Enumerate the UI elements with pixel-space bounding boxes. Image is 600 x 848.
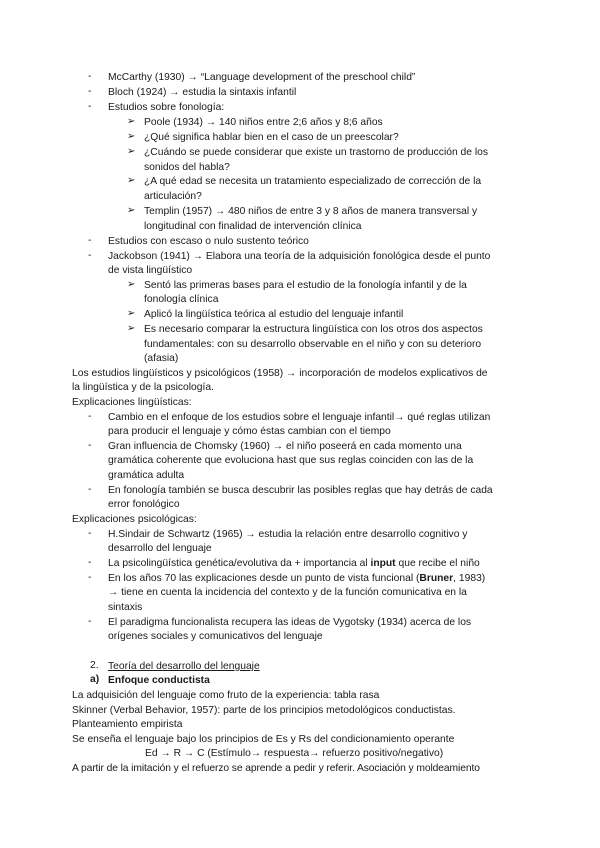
bold-term-bruner: Bruner	[419, 573, 454, 584]
bullet-dash: -	[88, 250, 92, 261]
bullet-dash: -	[88, 557, 92, 568]
bullet-dash: -	[88, 616, 92, 627]
text-run: La psicolingüística genética/evolutiva da + importancia al	[108, 558, 371, 569]
list-item-jackobson-cont: de vista lingüístico	[108, 265, 193, 276]
arrow-bullet-icon: ➢	[127, 175, 136, 186]
paragraph-line: La adquisición del lenguaje como fruto de la experiencia: tabla rasa	[72, 690, 380, 701]
list-item-anos-70	[108, 572, 485, 586]
bullet-dash: -	[88, 572, 92, 583]
list-item-vygotsky-cont: orígenes sociales y comunicativos del lenguaje	[108, 631, 323, 642]
paragraph-line: Se enseña el lenguaje bajo los principios de Es y Rs del condicionamiento operante	[72, 734, 455, 745]
paragraph-estudios-1958-cont: la lingüística y de la psicología.	[72, 382, 214, 393]
subsection-title: Enfoque conductista	[108, 675, 210, 686]
paragraph-line: A partir de la imitación y el refuerzo se aprende a pedir y referir. Asociación y moldeamiento	[72, 763, 480, 774]
heading-explicaciones-linguisticas: Explicaciones lingüísticas:	[72, 397, 192, 408]
arrow-bullet-icon: ➢	[127, 131, 136, 142]
subitem-edad: ¿A qué edad se necesita un tratamiento especializado de corrección de la	[144, 176, 482, 187]
subitem-comparar-cont2: (afasia)	[144, 353, 179, 364]
list-item-anos-70-cont: → tiene en cuenta la incidencia del contexto y de la función comunicativa en la	[108, 587, 467, 598]
subitem-aplico: Aplicó la lingüística teórica al estudio del lenguaje infantil	[144, 309, 404, 320]
text-run: , 1983)	[453, 573, 486, 584]
list-item-bloch: Bloch (1924) → estudia la sintaxis infantil	[108, 87, 297, 98]
bullet-dash: -	[88, 411, 92, 422]
subitem-comparar: Es necesario comparar la estructura lingüística con los otros dos aspectos	[144, 324, 483, 335]
list-item-fonologia-reglas-cont: error fonológico	[108, 499, 180, 510]
bullet-dash: -	[88, 71, 92, 82]
arrow-bullet-icon: ➢	[127, 308, 136, 319]
heading-explicaciones-psicologicas: Explicaciones psicológicas:	[72, 514, 197, 525]
bullet-dash: -	[88, 86, 92, 97]
subitem-poole: Poole (1934) → 140 niños entre 2;6 años y 8;6 años	[144, 117, 383, 128]
subitem-bases-cont: fonología clínica	[144, 294, 219, 305]
bullet-dash: -	[88, 440, 92, 451]
list-item-fonologia-reglas: En fonología también se busca descubrir las posibles reglas que hay detrás de cada	[108, 485, 493, 496]
subitem-trastorno-cont: sonidos del habla?	[144, 162, 230, 173]
list-item-anos-70-cont2: sintaxis	[108, 602, 143, 613]
arrow-bullet-icon: ➢	[127, 205, 136, 216]
bullet-dash: -	[88, 235, 92, 246]
list-item-chomsky-cont: gramática coherente que evoluciona hast que sus reglas coinciden con las de la	[108, 455, 474, 466]
section-title: Teoría del desarrollo del lenguaje	[108, 661, 260, 672]
paragraph-line: Skinner (Verbal Behavior, 1957): parte de los principios metodológicos conductistas.	[72, 705, 456, 716]
section-number: 2.	[90, 660, 99, 671]
formula-line: Ed → R → C (Estímulo→ respuesta→ refuerzo positivo/negativo)	[145, 748, 444, 759]
list-item-sindair: H.Sindair de Schwartz (1965) → estudia la relación entre desarrollo cognitivo y	[108, 529, 468, 540]
bullet-dash: -	[88, 101, 92, 112]
list-item-cambio-enfoque-cont: para producir el lenguaje y cómo éstas cambian con el tiempo	[108, 426, 391, 437]
list-item-mccarthy: McCarthy (1930) → “Language development of the preschool child”	[108, 72, 416, 83]
arrow-bullet-icon: ➢	[127, 146, 136, 157]
subitem-edad-cont: articulación?	[144, 191, 202, 202]
list-item-vygotsky: El paradigma funcionalista recupera las ideas de Vygotsky (1934) acerca de los	[108, 617, 472, 628]
list-item-chomsky-cont2: gramática adulta	[108, 470, 185, 481]
subitem-templin: Templin (1957) → 480 niños de entre 3 y 8 años de manera transversal y	[144, 206, 478, 217]
subitem-bases: Sentó las primeras bases para el estudio de la fonología infantil y de la	[144, 280, 467, 291]
text-run: que recibe el niño	[395, 558, 480, 569]
arrow-bullet-icon: ➢	[127, 323, 136, 334]
text-run: En los años 70 las explicaciones desde un punto de vista funcional (	[108, 573, 420, 584]
subitem-comparar-cont: fundamentales: con su desarrollo observable en el niño y con su deterioro	[144, 339, 482, 350]
bold-term-input: input	[370, 558, 396, 569]
list-item-chomsky: Gran influencia de Chomsky (1960) → el niño poseerá en cada momento una	[108, 441, 462, 452]
list-item-fonologia: Estudios sobre fonología:	[108, 102, 225, 113]
bullet-dash: -	[88, 528, 92, 539]
arrow-bullet-icon: ➢	[127, 279, 136, 290]
list-item-escaso: Estudios con escaso o nulo sustento teórico	[108, 236, 309, 247]
list-item-psicolinguistica	[108, 557, 480, 571]
subitem-trastorno: ¿Cuándo se puede considerar que existe un trastorno de producción de los	[144, 147, 489, 158]
subitem-templin-cont: longitudinal con finalidad de intervención clínica	[144, 221, 362, 232]
list-item-sindair-cont: desarrollo del lenguaje	[108, 543, 212, 554]
paragraph-line: Planteamiento empirista	[72, 719, 183, 730]
paragraph-estudios-1958: Los estudios lingüísticos y psicológicos (1958) → incorporación de modelos explicativos de	[72, 368, 488, 379]
list-item-cambio-enfoque: Cambio en el enfoque de los estudios sobre el lenguaje infantil→ qué reglas utilizan	[108, 412, 491, 423]
list-item-jackobson: Jackobson (1941) → Elabora una teoría de la adquisición fonológica desde el punto	[108, 251, 491, 262]
subsection-letter: a)	[90, 674, 100, 685]
bullet-dash: -	[88, 484, 92, 495]
arrow-bullet-icon: ➢	[127, 116, 136, 127]
subitem-hablar-bien: ¿Qué significa hablar bien en el caso de un preescolar?	[144, 132, 399, 143]
